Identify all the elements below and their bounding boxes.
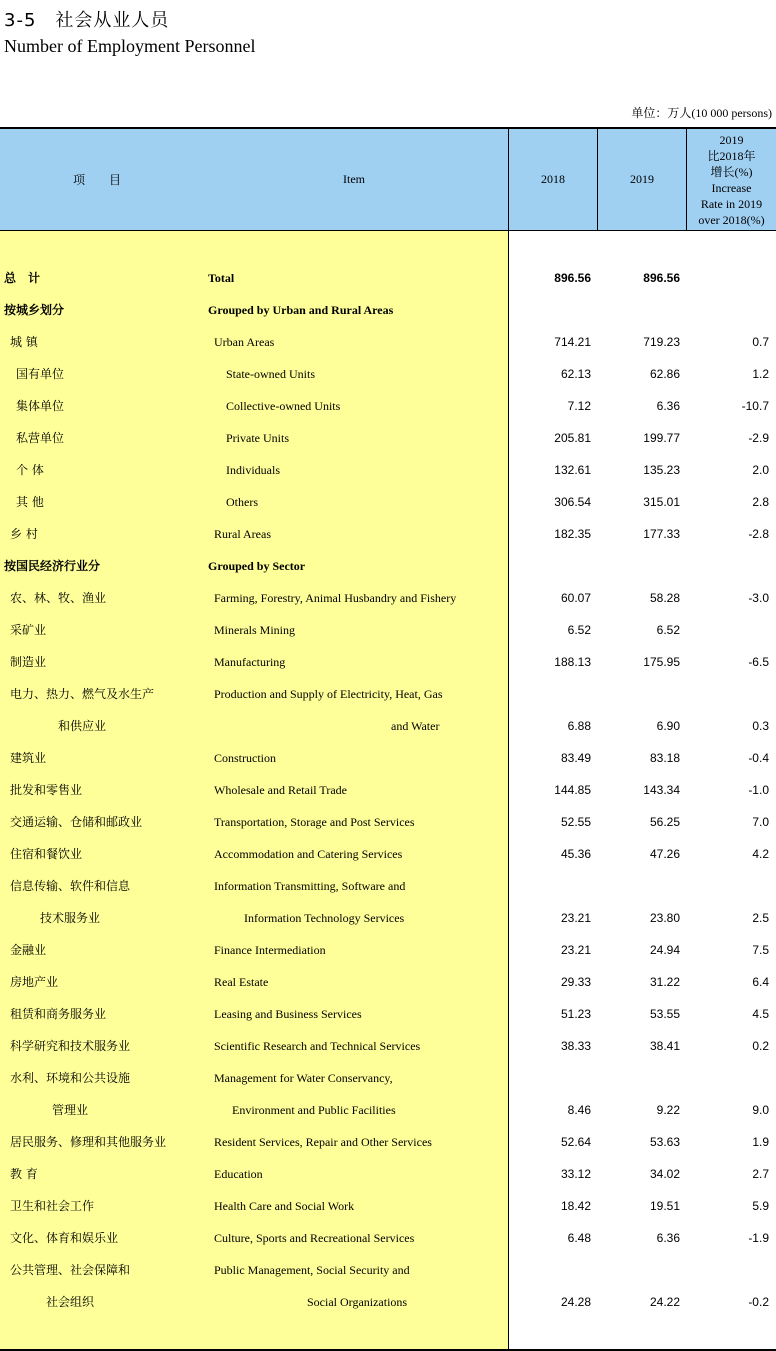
row-item-cn: 管理业: [52, 1103, 89, 1117]
row-value-rate: 4.5: [752, 1007, 769, 1021]
row-value-2019: 31.22: [649, 975, 680, 989]
row-value-2018: [509, 294, 591, 326]
row-item-cn: 城 镇: [10, 335, 38, 349]
row-value-2019: 177.33: [643, 527, 680, 541]
row-value-2018: 8.46: [567, 1103, 591, 1117]
row-value-rate: -1.0: [748, 783, 769, 797]
row-item-en: Scientific Research and Technical Services: [214, 1039, 421, 1053]
table-row: [0, 870, 776, 902]
table-row: [0, 902, 776, 934]
table-row: [0, 1030, 776, 1062]
header-item-cn: 项 目: [72, 173, 127, 187]
row-value-rate: 4.2: [752, 847, 769, 861]
row-item-cn: 科学研究和技术服务业: [10, 1039, 131, 1053]
row-value-rate: -0.4: [748, 751, 769, 765]
table-header: [0, 129, 776, 231]
row-item-en: Collective-owned Units: [226, 399, 341, 413]
table-row: [0, 1286, 776, 1318]
row-value-2018: [509, 1062, 591, 1094]
row-value-rate: 2.0: [752, 463, 769, 477]
row-item-cn: 信息传输、软件和信息: [10, 879, 131, 893]
table-row: [0, 582, 776, 614]
page-title-cn: 3-5 社会从业人员: [4, 10, 170, 31]
row-item-cn: 国有单位: [16, 367, 65, 381]
row-item-cn: 房地产业: [10, 975, 59, 989]
row-value-2019: 38.41: [649, 1039, 680, 1053]
row-value-rate: -10.7: [741, 399, 769, 413]
row-value-2019: [598, 870, 680, 902]
row-value-2018: 6.88: [567, 719, 591, 733]
row-value-2018: 51.23: [560, 1007, 591, 1021]
row-value-2019: 24.22: [649, 1295, 680, 1309]
row-value-2018: [509, 870, 591, 902]
row-item-cn: 和供应业: [58, 719, 107, 733]
table-row: [0, 774, 776, 806]
row-item-cn: 乡 村: [10, 527, 38, 541]
row-value-2018: 7.12: [567, 399, 591, 413]
row-value-rate: 9.0: [752, 1103, 769, 1117]
row-value-2019: 199.77: [643, 431, 680, 445]
row-item-cn: 按城乡划分: [4, 303, 65, 317]
row-value-2018: 18.42: [560, 1199, 591, 1213]
header-2019: 2019: [630, 172, 654, 186]
row-value-2018: 83.49: [560, 751, 591, 765]
row-item-cn: 水利、环境和公共设施: [10, 1071, 131, 1085]
row-item-en: Construction: [214, 751, 276, 765]
row-item-cn: 建筑业: [10, 751, 47, 765]
table-row: [0, 326, 776, 358]
row-value-2018: 6.52: [567, 623, 591, 637]
row-item-cn: 总 计: [4, 271, 41, 285]
row-item-en: Manufacturing: [214, 655, 286, 669]
row-value-rate: [687, 294, 769, 326]
row-item-cn: 居民服务、修理和其他服务业: [10, 1135, 167, 1149]
row-value-2018: 896.56: [554, 271, 591, 285]
header-rate-line: Increase: [711, 180, 752, 195]
row-value-2019: 896.56: [643, 271, 680, 285]
row-item-en: Production and Supply of Electricity, Heat, Gas: [214, 687, 443, 701]
table-row: [0, 454, 776, 486]
row-value-rate: 1.9: [752, 1135, 769, 1149]
table-row: [0, 710, 776, 742]
table-row: [0, 678, 776, 710]
row-item-en: Transportation, Storage and Post Services: [214, 815, 415, 829]
row-value-rate: 0.2: [752, 1039, 769, 1053]
unit-label: 单位：万人(10 000 persons): [631, 106, 772, 120]
header-rate: [687, 129, 776, 230]
row-item-en: Private Units: [226, 431, 289, 445]
row-item-cn: 其 他: [16, 495, 44, 509]
row-item-en: Education: [214, 1167, 263, 1181]
row-item-cn: 制造业: [10, 655, 47, 669]
header-item-en: Item: [343, 172, 365, 186]
row-value-rate: 7.0: [752, 815, 769, 829]
row-value-rate: 0.3: [752, 719, 769, 733]
row-value-2018: [509, 1254, 591, 1286]
row-value-2018: [509, 550, 591, 582]
row-item-en: Health Care and Social Work: [214, 1199, 355, 1213]
row-item-cn: 住宿和餐饮业: [10, 847, 83, 861]
row-item-en: Grouped by Urban and Rural Areas: [208, 303, 394, 317]
row-value-2019: 47.26: [649, 847, 680, 861]
row-value-2018: 306.54: [554, 495, 591, 509]
header-rate-line: 2019: [719, 132, 744, 147]
header-rate-line: 比2018年: [707, 148, 756, 163]
row-item-en: State-owned Units: [226, 367, 315, 381]
row-value-rate: [687, 614, 769, 646]
row-value-2019: [598, 294, 680, 326]
row-value-2019: 6.36: [656, 1231, 680, 1245]
row-value-2018: 23.21: [560, 911, 591, 925]
row-value-2018: 205.81: [554, 431, 591, 445]
row-item-en: Culture, Sports and Recreational Services: [214, 1231, 415, 1245]
table-row: [0, 966, 776, 998]
row-value-2019: 62.86: [649, 367, 680, 381]
table-row: [0, 806, 776, 838]
row-value-2018: 144.85: [554, 783, 591, 797]
row-value-2018: 24.28: [560, 1295, 591, 1309]
row-value-rate: [687, 1062, 769, 1094]
row-value-2019: 19.51: [649, 1199, 680, 1213]
row-value-2019: 6.90: [656, 719, 680, 733]
row-value-rate: -0.2: [748, 1295, 769, 1309]
table-row: [0, 1158, 776, 1190]
row-item-en: Urban Areas: [214, 335, 275, 349]
row-item-cn: 社会组织: [46, 1295, 95, 1309]
row-item-cn: 租赁和商务服务业: [10, 1007, 107, 1021]
row-item-cn: 集体单位: [16, 399, 65, 413]
row-item-cn: 私营单位: [16, 431, 65, 445]
row-value-2019: 6.36: [656, 399, 680, 413]
row-item-en: Public Management, Social Security and: [214, 1263, 410, 1277]
row-item-cn: 批发和零售业: [10, 783, 83, 797]
row-item-cn: 农、林、牧、渔业: [10, 591, 107, 605]
row-item-cn: 金融业: [10, 943, 47, 957]
row-value-2019: [598, 1254, 680, 1286]
row-value-2019: 175.95: [643, 655, 680, 669]
row-value-rate: 2.7: [752, 1167, 769, 1181]
row-value-2019: 58.28: [649, 591, 680, 605]
row-item-en: Rural Areas: [214, 527, 271, 541]
row-item-en: Leasing and Business Services: [214, 1007, 362, 1021]
row-value-rate: [687, 678, 769, 710]
row-value-rate: -2.8: [748, 527, 769, 541]
row-value-rate: 2.5: [752, 911, 769, 925]
row-item-cn: 采矿业: [10, 623, 47, 637]
row-value-2018: 6.48: [567, 1231, 591, 1245]
row-value-2018: 52.55: [560, 815, 591, 829]
table-row: [0, 518, 776, 550]
row-value-rate: 1.2: [752, 367, 769, 381]
row-item-cn: 公共管理、社会保障和: [10, 1263, 131, 1277]
page-title-en: Number of Employment Personnel: [4, 36, 256, 56]
table-row: [0, 742, 776, 774]
row-item-cn: 个 体: [16, 463, 44, 477]
row-value-2019: 53.55: [649, 1007, 680, 1021]
row-item-cn: 技术服务业: [40, 911, 101, 925]
row-value-rate: 2.8: [752, 495, 769, 509]
divider-2019-rate: [686, 129, 687, 230]
row-value-2018: 33.12: [560, 1167, 591, 1181]
row-item-cn: 文化、体育和娱乐业: [10, 1231, 119, 1245]
table-row: [0, 486, 776, 518]
row-value-2018: 45.36: [560, 847, 591, 861]
table-row: [0, 646, 776, 678]
row-value-2018: 52.64: [560, 1135, 591, 1149]
header-rate-line: 增长(%): [710, 164, 753, 179]
row-value-2019: 135.23: [643, 463, 680, 477]
row-value-2018: 62.13: [560, 367, 591, 381]
table-row: [0, 1062, 776, 1094]
table-row: [0, 1190, 776, 1222]
row-item-cn: 电力、热力、燃气及水生产: [10, 687, 155, 701]
table-row: [0, 1094, 776, 1126]
row-value-rate: [687, 262, 769, 294]
row-value-2019: 9.22: [656, 1103, 680, 1117]
row-value-rate: -3.0: [748, 591, 769, 605]
table-row: [0, 614, 776, 646]
table-row: [0, 1222, 776, 1254]
row-value-rate: 5.9: [752, 1199, 769, 1213]
header-rate-line: Rate in 2019: [700, 196, 763, 211]
row-value-2019: 315.01: [643, 495, 680, 509]
row-value-rate: [687, 550, 769, 582]
row-item-en: Farming, Forestry, Animal Husbandry and Fishery: [214, 591, 457, 605]
row-value-2019: 34.02: [649, 1167, 680, 1181]
row-value-2019: 719.23: [643, 335, 680, 349]
row-value-rate: [687, 1254, 769, 1286]
row-item-en: Resident Services, Repair and Other Services: [214, 1135, 432, 1149]
table-row: [0, 390, 776, 422]
row-value-2019: 143.34: [643, 783, 680, 797]
row-item-en: Accommodation and Catering Services: [214, 847, 403, 861]
table-row: [0, 838, 776, 870]
row-value-2018: [509, 678, 591, 710]
table-row: [0, 998, 776, 1030]
row-item-en: Information Transmitting, Software and: [214, 879, 406, 893]
row-value-2019: [598, 550, 680, 582]
header-rate-line: over 2018(%): [698, 212, 765, 227]
row-item-cn: 卫生和社会工作: [10, 1199, 95, 1213]
row-value-2018: 29.33: [560, 975, 591, 989]
row-value-2018: 38.33: [560, 1039, 591, 1053]
divider-2018-2019: [597, 129, 598, 230]
row-item-cn: 按国民经济行业分: [4, 559, 101, 573]
row-item-en: Total: [208, 271, 235, 285]
row-value-2019: [598, 1062, 680, 1094]
row-value-2019: 6.52: [656, 623, 680, 637]
row-value-2019: 56.25: [649, 815, 680, 829]
row-item-en: Management for Water Conservancy,: [214, 1071, 393, 1085]
table-row: [0, 358, 776, 390]
row-value-2019: 83.18: [649, 751, 680, 765]
row-item-en: Environment and Public Facilities: [232, 1103, 396, 1117]
row-value-2018: 714.21: [554, 335, 591, 349]
row-value-2019: 23.80: [649, 911, 680, 925]
row-value-rate: 6.4: [752, 975, 769, 989]
table-row: [0, 550, 776, 582]
header-2018: 2018: [541, 172, 565, 186]
table-row: [0, 934, 776, 966]
row-value-rate: 7.5: [752, 943, 769, 957]
row-value-rate: [687, 870, 769, 902]
row-item-en: Minerals Mining: [214, 623, 295, 637]
row-value-2018: 182.35: [554, 527, 591, 541]
row-value-2019: [598, 678, 680, 710]
table-row: [0, 1254, 776, 1286]
row-value-rate: -2.9: [748, 431, 769, 445]
row-value-rate: 0.7: [752, 335, 769, 349]
row-value-rate: -1.9: [748, 1231, 769, 1245]
row-item-en: Wholesale and Retail Trade: [214, 783, 347, 797]
row-value-2018: 188.13: [554, 655, 591, 669]
row-item-en: Grouped by Sector: [208, 559, 306, 573]
row-item-en: Social Organizations: [307, 1295, 408, 1309]
table-row: [0, 262, 776, 294]
row-value-2018: 23.21: [560, 943, 591, 957]
row-item-cn: 教 育: [10, 1167, 38, 1181]
row-item-en: Individuals: [226, 463, 280, 477]
row-value-rate: -6.5: [748, 655, 769, 669]
row-item-cn: 交通运输、仓储和邮政业: [10, 815, 143, 829]
row-value-2019: 24.94: [649, 943, 680, 957]
row-item-en: Others: [226, 495, 258, 509]
table-row: [0, 1126, 776, 1158]
table-row: [0, 422, 776, 454]
row-item-en: and Water: [391, 719, 440, 733]
row-value-2019: 53.63: [649, 1135, 680, 1149]
row-value-2018: 60.07: [560, 591, 591, 605]
row-item-en: Finance Intermediation: [214, 943, 326, 957]
row-item-en: Real Estate: [214, 975, 269, 989]
row-value-2018: 132.61: [554, 463, 591, 477]
table-row: [0, 294, 776, 326]
row-item-en: Information Technology Services: [244, 911, 405, 925]
